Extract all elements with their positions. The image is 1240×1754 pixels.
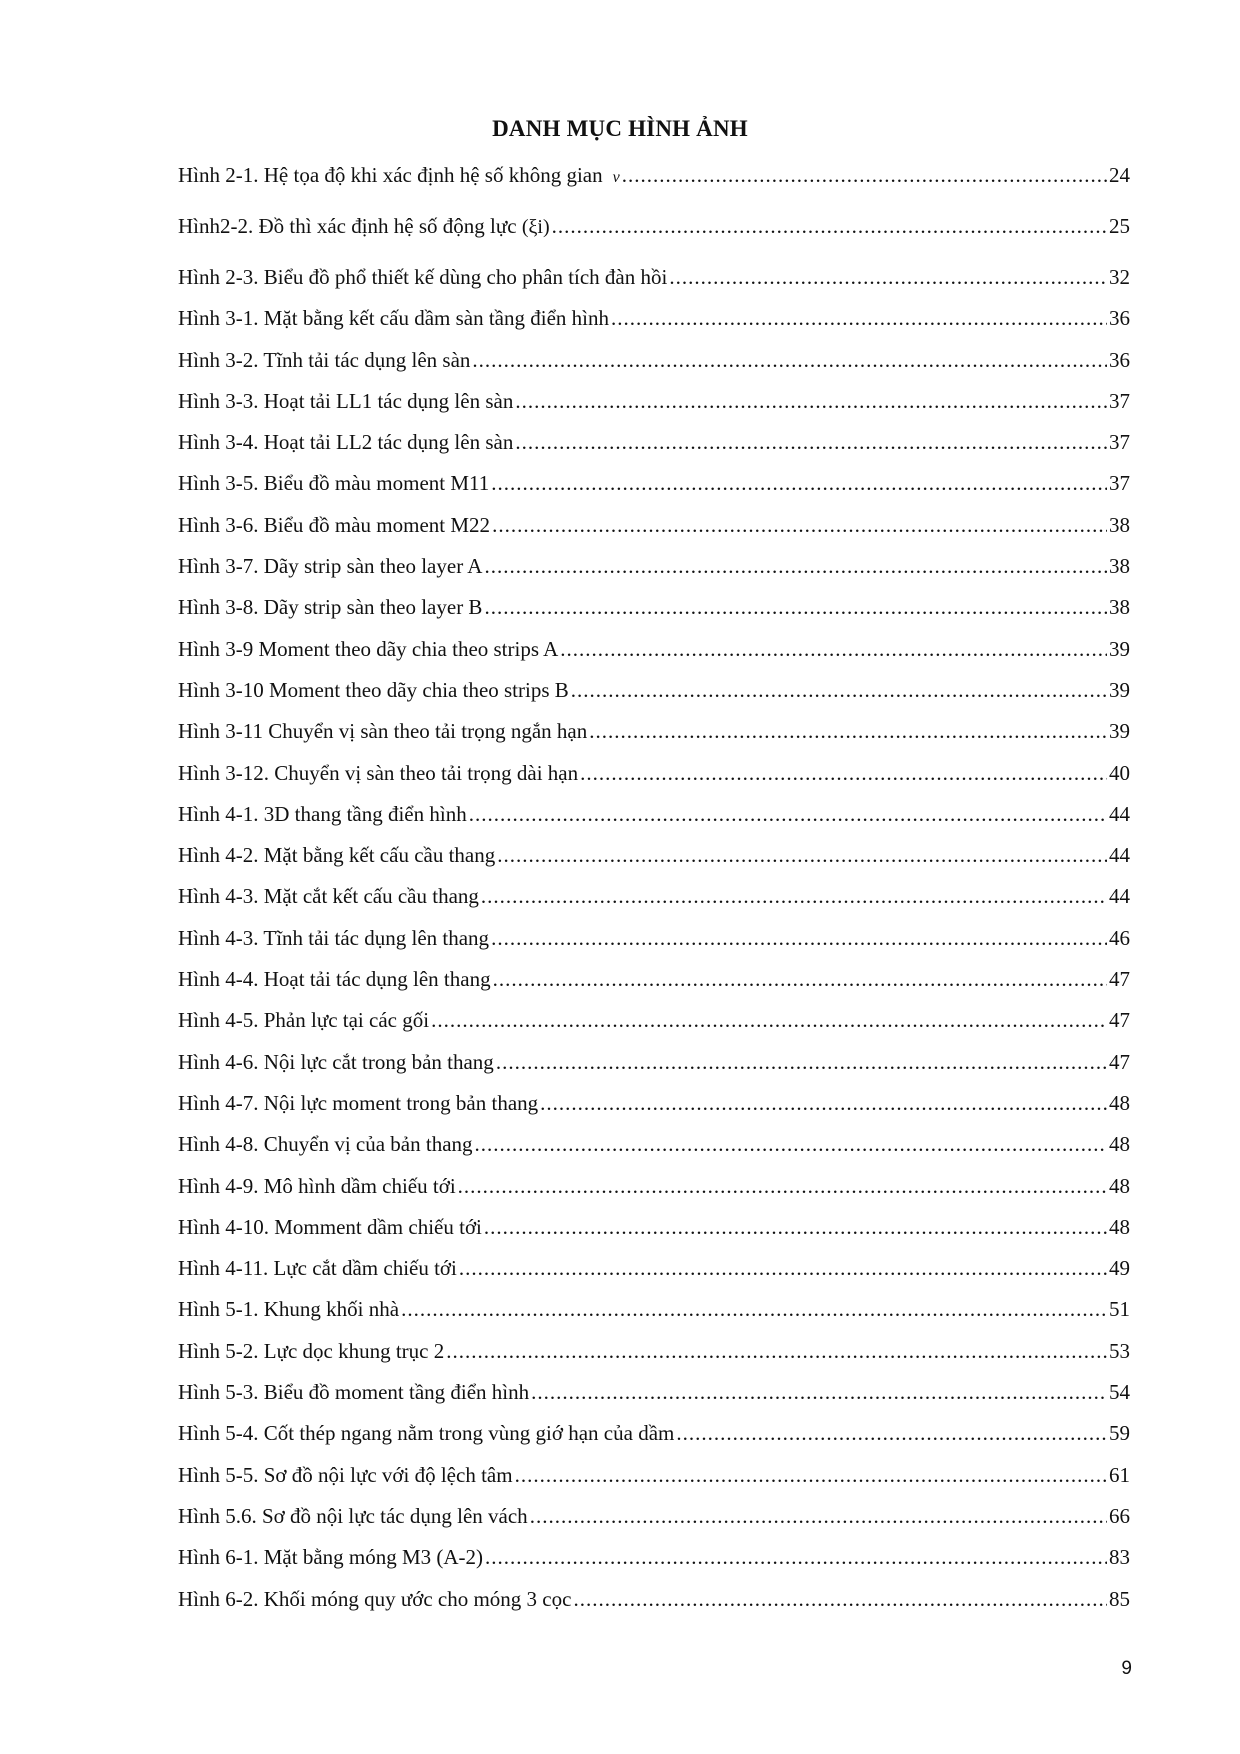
entry-page: 61 — [1109, 1462, 1130, 1487]
list-item[interactable] — [178, 1545, 1130, 1586]
list-item[interactable] — [178, 430, 1130, 471]
list-item[interactable] — [178, 1050, 1130, 1091]
list-item[interactable] — [178, 513, 1130, 554]
list-item[interactable] — [178, 1339, 1130, 1380]
dot-leader — [446, 1339, 1107, 1364]
entry-page: 83 — [1109, 1545, 1130, 1570]
entry-label: Hình 4-6. Nội lực cắt trong bản thang — [178, 1049, 494, 1074]
entry-page: 47 — [1109, 1049, 1130, 1074]
entry-page: 66 — [1109, 1503, 1130, 1528]
entry-page: 25 — [1109, 214, 1130, 238]
dot-leader — [552, 214, 1107, 239]
dot-leader — [491, 926, 1107, 951]
entry-label: Hình 5-2. Lực dọc khung trục 2 — [178, 1338, 445, 1363]
dot-leader — [676, 1421, 1107, 1446]
dot-leader — [669, 265, 1107, 290]
entry-label: Hình2-2. Đồ thì xác định hệ số động lực (ξi) — [178, 214, 550, 238]
list-item[interactable] — [178, 1256, 1130, 1297]
entry-label: Hình 3-9 Moment theo dãy chia theo strips A — [178, 636, 559, 661]
dot-leader — [622, 163, 1107, 188]
entry-label: Hình 2-3. Biểu đồ phổ thiết kế dùng cho phân tích đàn hồi — [178, 265, 668, 289]
entry-page: 51 — [1109, 1297, 1130, 1322]
dot-leader — [492, 513, 1107, 538]
list-item[interactable] — [178, 1587, 1130, 1628]
list-item[interactable] — [178, 1380, 1130, 1421]
entry-page: 48 — [1109, 1173, 1130, 1198]
list-item[interactable] — [178, 389, 1130, 430]
dot-leader — [530, 1504, 1107, 1529]
dot-leader — [431, 1008, 1107, 1033]
list-item[interactable] — [178, 678, 1130, 719]
entry-page: 44 — [1109, 884, 1130, 909]
dot-leader — [515, 1463, 1107, 1488]
dot-leader — [401, 1297, 1107, 1322]
entry-page: 47 — [1109, 967, 1130, 992]
entry-label: Hình 4-8. Chuyển vị của bản thang — [178, 1132, 473, 1157]
entry-page: 54 — [1109, 1380, 1130, 1405]
entry-label: Hình 4-7. Nội lực moment trong bản thang — [178, 1090, 539, 1115]
page-number: 9 — [1121, 1658, 1132, 1679]
entry-page: 36 — [1109, 347, 1130, 372]
entry-label: Hình 3-11 Chuyển vị sàn theo tải trọng ngắn hạn — [178, 719, 588, 744]
entry-label: Hình 5-3. Biểu đồ moment tầng điển hình — [178, 1380, 530, 1405]
dot-leader — [496, 1050, 1107, 1075]
entry-page: 38 — [1109, 554, 1130, 579]
list-item[interactable] — [178, 1463, 1130, 1504]
list-item[interactable] — [178, 802, 1130, 843]
entry-page: 38 — [1109, 595, 1130, 620]
entry-page: 44 — [1109, 843, 1130, 868]
entry-page: 49 — [1109, 1256, 1130, 1281]
entry-label: Hình 2-1. Hệ tọa độ khi xác định hệ số không gian ν — [178, 163, 620, 187]
entry-label: Hình 3-10 Moment theo dãy chia theo strips B — [178, 677, 569, 702]
list-item[interactable] — [178, 1132, 1130, 1173]
dot-leader — [484, 1215, 1107, 1240]
entry-label: Hình 4-2. Mặt bằng kết cấu cầu thang — [178, 843, 496, 868]
entry-label: Hình 3-8. Dãy strip sàn theo layer B — [178, 595, 483, 620]
entry-page: 48 — [1109, 1132, 1130, 1157]
dot-leader — [515, 430, 1107, 455]
entry-label: Hình 6-1. Mặt bằng móng M3 (A-2) — [178, 1545, 484, 1570]
dot-leader — [531, 1380, 1107, 1405]
dot-leader — [484, 554, 1107, 579]
figure-list — [178, 163, 1130, 1628]
dot-leader — [481, 884, 1107, 909]
list-item[interactable] — [178, 348, 1130, 389]
entry-page: 38 — [1109, 512, 1130, 537]
entry-page: 39 — [1109, 636, 1130, 661]
entry-label: Hình 3-3. Hoạt tải LL1 tác dụng lên sàn — [178, 388, 514, 413]
dot-leader — [484, 595, 1107, 620]
entry-page: 36 — [1109, 306, 1130, 331]
entry-page: 47 — [1109, 1008, 1130, 1033]
entry-page: 48 — [1109, 1090, 1130, 1115]
dot-leader — [497, 843, 1107, 868]
list-item[interactable] — [178, 1215, 1130, 1256]
dot-leader — [560, 637, 1107, 662]
entry-page: 85 — [1109, 1586, 1130, 1611]
entry-label: Hình 3-5. Biểu đồ màu moment M11 — [178, 471, 490, 496]
entry-label: Hình 4-1. 3D thang tầng điển hình — [178, 801, 467, 826]
list-item[interactable] — [178, 554, 1130, 595]
entry-label: Hình 4-9. Mô hình dầm chiếu tới — [178, 1173, 456, 1198]
dot-leader — [472, 348, 1107, 373]
dot-leader — [491, 471, 1107, 496]
page-title: DANH MỤC HÌNH ẢNH — [492, 116, 748, 141]
list-item[interactable] — [178, 719, 1130, 760]
entry-page: 48 — [1109, 1214, 1130, 1239]
entry-page: 44 — [1109, 801, 1130, 826]
entry-page: 39 — [1109, 677, 1130, 702]
list-item[interactable] — [178, 163, 1130, 214]
entry-label: Hình 5-1. Khung khối nhà — [178, 1297, 400, 1322]
entry-page: 59 — [1109, 1421, 1130, 1446]
list-item[interactable] — [178, 1008, 1130, 1049]
list-item[interactable] — [178, 1091, 1130, 1132]
entry-label: Hình 3-12. Chuyển vị sàn theo tải trọng dài hạn — [178, 760, 579, 785]
list-item[interactable] — [178, 595, 1130, 636]
entry-label: Hình 4-4. Hoạt tải tác dụng lên thang — [178, 967, 491, 992]
list-item[interactable] — [178, 1421, 1130, 1462]
list-item[interactable] — [178, 761, 1130, 802]
entry-label: Hình 4-3. Tĩnh tải tác dụng lên thang — [178, 925, 490, 950]
entry-label: Hình 3-6. Biểu đồ màu moment M22 — [178, 512, 491, 537]
entry-label: Hình 4-3. Mặt cắt kết cấu cầu thang — [178, 884, 479, 909]
list-item[interactable] — [178, 637, 1130, 678]
entry-label: Hình 3-1. Mặt bằng kết cấu dầm sàn tầng điển hình — [178, 306, 609, 331]
entry-page: 46 — [1109, 925, 1130, 950]
entry-label: Hình 4-11. Lực cắt dầm chiếu tới — [178, 1256, 457, 1281]
dot-leader — [580, 761, 1107, 786]
entry-page: 37 — [1109, 471, 1130, 496]
list-item[interactable] — [178, 306, 1130, 347]
dot-leader — [571, 678, 1107, 703]
list-item[interactable] — [178, 1504, 1130, 1545]
dot-leader — [475, 1132, 1107, 1157]
entry-label: Hình 4-5. Phản lực tại các gối — [178, 1008, 430, 1033]
entry-label: Hình 5-4. Cốt thép ngang nằm trong vùng giớ hạn của dầm — [178, 1421, 675, 1446]
dot-leader — [485, 1545, 1107, 1570]
dot-leader — [515, 389, 1107, 414]
list-item[interactable] — [178, 843, 1130, 884]
list-item[interactable] — [178, 1297, 1130, 1338]
entry-label: Hình 3-4. Hoạt tải LL2 tác dụng lên sàn — [178, 430, 514, 455]
dot-leader — [573, 1587, 1107, 1612]
entry-page: 24 — [1109, 163, 1130, 187]
dot-leader — [458, 1174, 1107, 1199]
entry-page: 37 — [1109, 388, 1130, 413]
list-item[interactable] — [178, 884, 1130, 925]
entry-label: Hình 3-2. Tĩnh tải tác dụng lên sàn — [178, 347, 471, 372]
entry-label: Hình 4-10. Momment dầm chiếu tới — [178, 1214, 482, 1239]
dot-leader — [540, 1091, 1107, 1116]
entry-label: Hình 6-2. Khối móng quy ước cho móng 3 cọc — [178, 1586, 572, 1611]
dot-leader — [459, 1256, 1107, 1281]
entry-label: Hình 5.6. Sơ đồ nội lực tác dụng lên vách — [178, 1503, 528, 1528]
entry-label: Hình 3-7. Dãy strip sàn theo layer A — [178, 554, 483, 579]
dot-leader — [611, 306, 1107, 331]
list-item[interactable] — [178, 926, 1130, 967]
entry-page: 39 — [1109, 719, 1130, 744]
entry-label: Hình 5-5. Sơ đồ nội lực với độ lệch tâm — [178, 1462, 513, 1487]
list-item[interactable] — [178, 967, 1130, 1008]
list-item[interactable] — [178, 471, 1130, 512]
list-item[interactable] — [178, 265, 1130, 306]
entry-page: 40 — [1109, 760, 1130, 785]
entry-page: 37 — [1109, 430, 1130, 455]
entry-page: 53 — [1109, 1338, 1130, 1363]
list-item[interactable] — [178, 214, 1130, 265]
dot-leader — [469, 802, 1107, 827]
entry-symbol: (ξi) — [521, 216, 550, 238]
entry-symbol: ν — [612, 169, 620, 186]
dot-leader — [589, 719, 1107, 744]
list-item[interactable] — [178, 1174, 1130, 1215]
entry-page: 32 — [1109, 265, 1130, 289]
dot-leader — [493, 967, 1107, 992]
